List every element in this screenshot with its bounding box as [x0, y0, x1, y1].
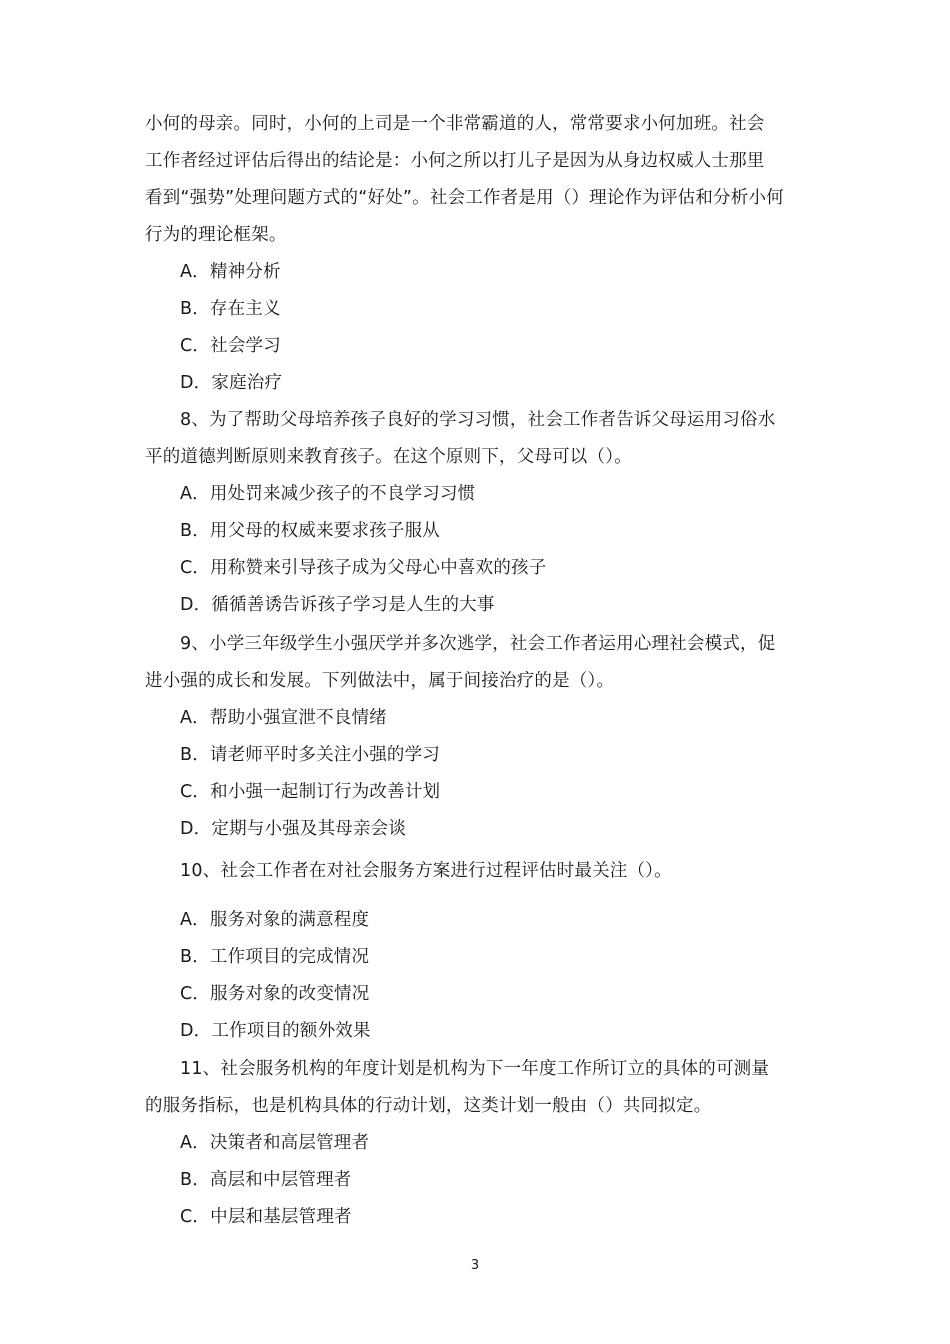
- question-8-option-a: A．用处罚来减少孩子的不良学习习惯: [180, 484, 476, 504]
- question-11-text-line-1: 11、社会服务机构的年度计划是机构为下一年度工作所订立的具体的可测量: [180, 1059, 770, 1079]
- question-9-option-a: A．帮助小强宣泄不良情绪: [180, 708, 387, 728]
- question-7-option-c: C．社会学习: [180, 336, 281, 356]
- question-8-text-line-1: 8、为了帮助父母培养孩子良好的学习习惯，社会工作者告诉父母运用习俗水: [180, 410, 776, 430]
- question-7-option-d: D．家庭治疗: [180, 373, 283, 393]
- question-11-option-c: C．中层和基层管理者: [180, 1207, 352, 1227]
- question-9-text-line-1: 9、小学三年级学生小强厌学并多次逃学，社会工作者运用心理社会模式，促: [180, 634, 776, 654]
- question-9-option-c: C．和小强一起制订行为改善计划: [180, 782, 441, 802]
- question-7-option-a: A．精神分析: [180, 262, 281, 282]
- question-9-text-line-2: 进小强的成长和发展。下列做法中，属于间接治疗的是（）。: [145, 671, 615, 691]
- question-7-option-b: B．存在主义: [180, 299, 281, 319]
- question-11-option-b: B．高层和中层管理者: [180, 1170, 352, 1190]
- question-8-option-b: B．用父母的权威来要求孩子服从: [180, 521, 441, 541]
- question-11-text-line-2: 的服务指标，也是机构具体的行动计划，这类计划一般由（）共同拟定。: [145, 1096, 712, 1116]
- question-7-text-line-3: 看到“强势”处理问题方式的“好处”。社会工作者是用（）理论作为评估和分析小何: [145, 188, 784, 208]
- question-9-option-b: B．请老师平时多关注小强的学习: [180, 745, 441, 765]
- question-10-option-b: B．工作项目的完成情况: [180, 947, 370, 967]
- question-11-option-a: A．决策者和高层管理者: [180, 1133, 370, 1153]
- question-10-text-line-1: 10、社会工作者在对社会服务方案进行过程评估时最关注（）。: [180, 861, 672, 881]
- page-number: 3: [470, 1258, 480, 1273]
- question-10-option-a: A．服务对象的满意程度: [180, 910, 370, 930]
- question-9-option-d: D．定期与小强及其母亲会谈: [180, 819, 407, 839]
- question-7-text-line-4: 行为的理论框架。: [145, 225, 287, 245]
- question-10-option-c: C．服务对象的改变情况: [180, 984, 370, 1004]
- question-10-option-d: D．工作项目的额外效果: [180, 1021, 371, 1041]
- question-8-text-line-2: 平的道德判断原则来教育孩子。在这个原则下，父母可以（）。: [145, 447, 632, 467]
- question-7-text-line-2: 工作者经过评估后得出的结论是：小何之所以打儿子是因为从身边权威人士那里: [145, 151, 765, 171]
- question-8-option-d: D．循循善诱告诉孩子学习是人生的大事: [180, 595, 495, 615]
- question-8-option-c: C．用称赞来引导孩子成为父母心中喜欢的孩子: [180, 558, 547, 578]
- question-7-text-line-1: 小何的母亲。同时，小何的上司是一个非常霸道的人，常常要求小何加班。社会: [145, 114, 765, 134]
